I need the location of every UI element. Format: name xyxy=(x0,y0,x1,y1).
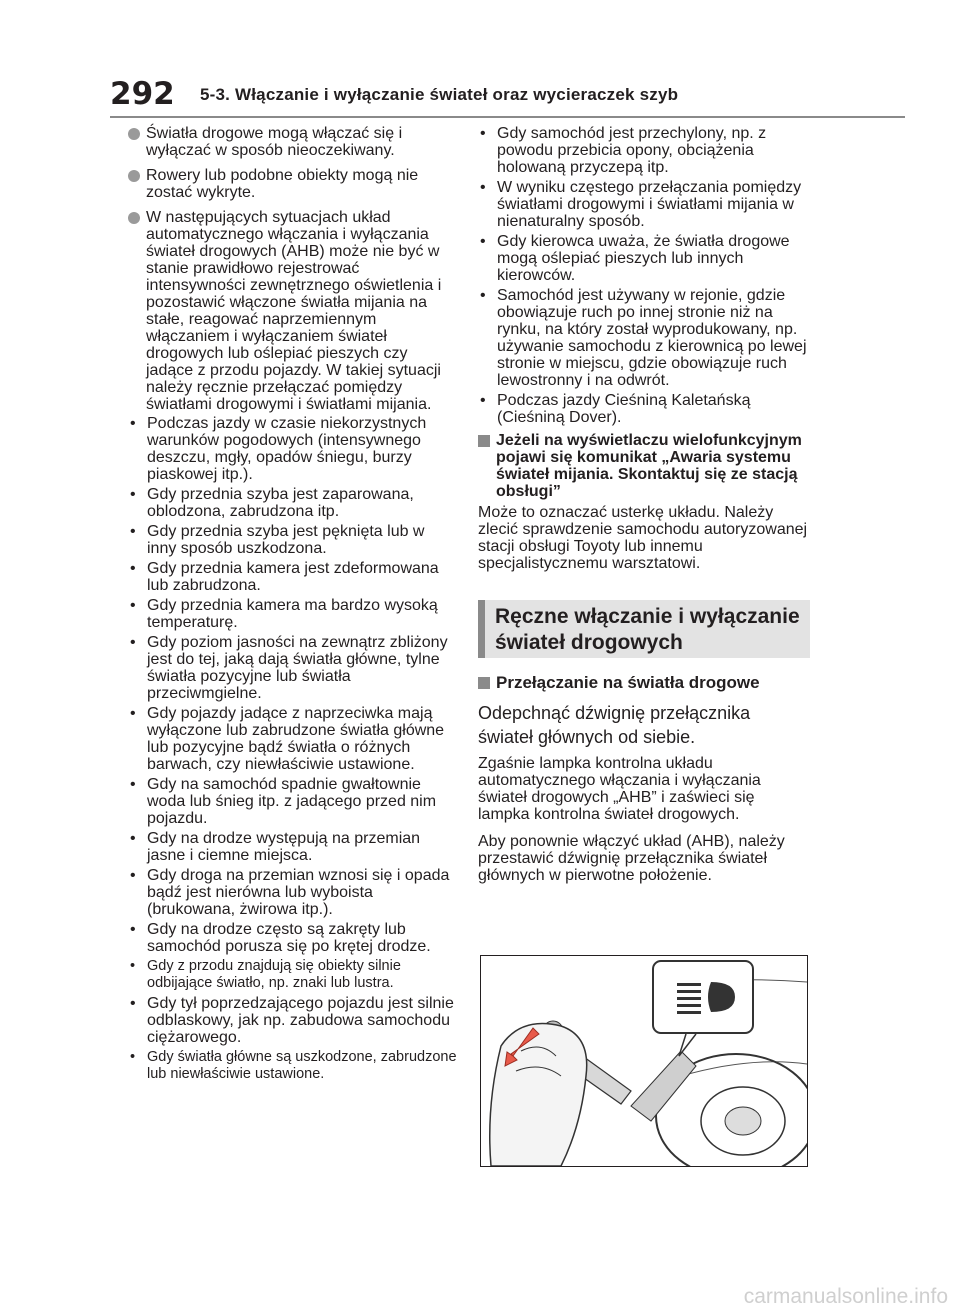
list-item: • W wyniku częstego przełączania pomiędzy światłami drogowymi i światłami mijania w nienaturalny sposób. xyxy=(480,179,802,230)
square-bullet-icon xyxy=(478,677,490,689)
list-item-text: Gdy na drodze występują na przemian jasne i ciemne miejsca. xyxy=(147,830,421,864)
bullet-item xyxy=(128,125,458,159)
list-item-text: Gdy przednia szyba jest zaparowana, oblodzona, zabrudzona itp. xyxy=(147,486,414,520)
list-item: • Podczas jazdy w czasie niekorzystnych warunków pogodowych (intensywnego deszczu, mgły, opadów śniegu, burzy piaskowej itp.). xyxy=(130,415,427,483)
list-item-text: Podczas jazdy Cieśniną Kaletańską (Cieśniną Dover). xyxy=(497,392,751,426)
section-title: 5-3. Włączanie i wyłączanie świateł oraz wycieraczek szyb xyxy=(200,85,679,104)
list-item: • Gdy samochód jest przechylony, np. z powodu przebicia opony, obciążenia holowaną przyczepą itp. xyxy=(480,125,767,176)
subheading-text: Przełączanie na światła drogowe xyxy=(496,673,760,692)
subheading xyxy=(478,674,810,691)
list-item: • Samochód jest używany w rejonie, gdzie obowiązuje ruch po innej stronie niż na rynku, na który został wyprodukowany, np. używanie samochodu z kierownicą po lewej stronie w miejscu, gdzie obowiązuje ruch lewostronny i na odwrót. xyxy=(480,287,807,389)
list-item: • Gdy na samochód spadnie gwałtownie woda lub śnieg itp. z jadącego przed nim pojazdu. xyxy=(130,776,437,827)
list-item: • Gdy przednia kamera jest zdeformowana lub zabrudzona. xyxy=(130,560,439,594)
list-item-text: Gdy samochód jest przechylony, np. z powodu przebicia opony, obciążenia holowaną przyczepą itp. xyxy=(497,125,767,176)
right-column xyxy=(478,125,810,894)
list-item: • Gdy na drodze występują na przemian jasne i ciemne miejsca. xyxy=(130,830,421,864)
list-item-text: Gdy pojazdy jadące z naprzeciwka mają wyłączone lub zabrudzone światła główne lub pozycyjne bądź światła o różnych barwach, czy niewłaściwie ustawione. xyxy=(147,705,445,773)
list-item: • Gdy przednia szyba jest zaparowana, oblodzona, zabrudzona itp. xyxy=(130,486,414,520)
bullet-item xyxy=(128,167,458,201)
list-item-text: Gdy tył poprzedzającego pojazdu jest silnie odblaskowy, jak np. zabudowa samochodu ciężarowego. xyxy=(147,995,454,1046)
list-item: • Podczas jazdy Cieśniną Kaletańską (Cieśniną Dover). xyxy=(480,392,751,426)
page-header xyxy=(110,78,905,118)
high-beam-indicator xyxy=(653,961,753,1033)
paragraph: Zgaśnie lampka kontrolna układu automatycznego włączania i wyłączania świateł drogowych „AHB” i zaświeci się lampka kontrolna świateł drogowych. xyxy=(478,755,761,823)
list-item: • Gdy droga na przemian wznosi się i opada bądź jest nierówna lub wyboista (brukowana, żwirowa itp.). xyxy=(130,867,450,918)
list-item-text: Gdy światła główne są uszkodzone, zabrudzone lub niewłaściwie ustawione. xyxy=(147,1049,457,1082)
bullet-text: Rowery lub podobne obiekty mogą nie zostać wykryte. xyxy=(146,167,419,201)
bullet-dot-icon xyxy=(128,212,140,224)
watermark: carmanualsonline.info xyxy=(743,1285,948,1308)
page-number: 292 xyxy=(110,76,175,112)
list-item-text: Gdy poziom jasności na zewnątrz zbliżony jest do tej, jaką dają światła główne, tylne światła pozycyjne lub światła przeciwmgielne. xyxy=(147,634,448,702)
list-item-text: Gdy przednia szyba jest pęknięta lub w inny sposób uszkodzona. xyxy=(147,523,425,557)
bullet-item xyxy=(128,209,458,413)
lever-illustration xyxy=(480,955,808,1167)
list-item: • Gdy światła główne są uszkodzone, zabrudzone lub niewłaściwie ustawione. xyxy=(130,1049,457,1082)
lever-drawing xyxy=(481,956,807,1166)
warning-text: Może to oznaczać usterkę układu. Należy zlecić sprawdzenie samochodu autoryzowanej stacji obsługi Toyoty lub innemu specjalistycznemu warsztatowi. xyxy=(478,504,808,572)
list-item: • Gdy poziom jasności na zewnątrz zbliżony jest do tej, jaką dają światła główne, tylne światła pozycyjne lub światła przeciwmgielne. xyxy=(130,634,448,702)
list-item-text: Gdy na samochód spadnie gwałtownie woda lub śnieg itp. z jadącego przed nim pojazdu. xyxy=(147,776,437,827)
list-item-text: Gdy kierowca uważa, że światła drogowe mogą oślepiać pieszych lub innych kierowców. xyxy=(497,233,790,284)
list-item: • Gdy przednia kamera ma bardzo wysoką temperaturę. xyxy=(130,597,438,631)
paragraph: Aby ponownie włączyć układ (AHB), należy przestawić dźwignię przełącznika świateł głównych w pierwotne położenie. xyxy=(478,833,785,884)
left-column xyxy=(128,125,458,1086)
list-item-text: Gdy przednia kamera jest zdeformowana lub zabrudzona. xyxy=(147,560,439,594)
list-item-text: Podczas jazdy w czasie niekorzystnych warunków pogodowych (intensywnego deszczu, mgły, opadów śniegu, burzy piaskowej itp.). xyxy=(147,415,427,483)
list-item: • Gdy na drodze często są zakręty lub samochód porusza się po krętej drodze. xyxy=(130,921,431,955)
list-item: • Gdy pojazdy jadące z naprzeciwka mają wyłączone lub zabrudzone światła główne lub pozycyjne bądź światła o różnych barwach, czy niewłaściwie ustawione. xyxy=(130,705,445,773)
bullet-text: W następujących sytuacjach układ automatycznego włączania i wyłączania świateł drogowych (AHB) może nie być w stanie prawidłowo rejestrować intensywności zewnętrznego oświetlenia i pozostawić włączone światła mijania na stałe, reagować naprzemiennym włączaniem i wyłączaniem świateł drogowych lub oślepiać pieszych czy jadące z przodu pojazdy. W takiej sytuacji należy ręcznie przełączać pomiędzy światłami drogowymi i światłami mijania. xyxy=(146,209,442,413)
warning-heading xyxy=(478,432,810,500)
list-item-text: W wyniku częstego przełączania pomiędzy światłami drogowymi i światłami mijania w nienaturalny sposób. xyxy=(497,179,802,230)
square-bullet-icon xyxy=(478,435,490,447)
list-item: • Gdy kierowca uważa, że światła drogowe mogą oślepiać pieszych lub innych kierowców. xyxy=(480,233,790,284)
bullet-dot-icon xyxy=(128,170,140,182)
instruction-text: Odepchnąć dźwignię przełącznika świateł głównych od siebie. xyxy=(478,703,751,747)
list-item-text: Samochód jest używany w rejonie, gdzie obowiązuje ruch po innej stronie niż na rynku, na który został wyprodukowany, np. używanie samochodu z kierownicą po lewej stronie w miejscu, gdzie obowiązuje ruch lewostronny i na odwrót. xyxy=(497,287,807,389)
list-item-text: Gdy na drodze często są zakręty lub samochód porusza się po krętej drodze. xyxy=(147,921,431,955)
list-item: • Gdy tył poprzedzającego pojazdu jest silnie odblaskowy, jak np. zabudowa samochodu ciężarowego. xyxy=(130,995,454,1046)
warning-heading-text: Jeżeli na wyświetlaczu wielofunkcyjnym pojawi się komunikat „Awaria systemu świateł mijania. Skontaktuj się ze stacją obsługi” xyxy=(496,432,802,500)
list-item: • Gdy z przodu znajdują się obiekty silnie odbijające światło, np. znaki lub lustra. xyxy=(130,958,401,991)
list-item-text: Gdy przednia kamera ma bardzo wysoką temperaturę. xyxy=(147,597,438,631)
list-item: • Gdy przednia szyba jest pęknięta lub w inny sposób uszkodzona. xyxy=(130,523,425,557)
bullet-text: Światła drogowe mogą włączać się i wyłączać w sposób nieoczekiwany. xyxy=(146,125,403,159)
bullet-dot-icon xyxy=(128,128,140,140)
list-item-text: Gdy z przodu znajdują się obiekty silnie odbijające światło, np. znaki lub lustra. xyxy=(147,958,401,991)
list-item-text: Gdy droga na przemian wznosi się i opada bądź jest nierówna lub wyboista (brukowana, żwirowa itp.). xyxy=(147,867,450,918)
section-banner: Ręczne włączanie i wyłączanie świateł drogowych xyxy=(478,600,810,658)
